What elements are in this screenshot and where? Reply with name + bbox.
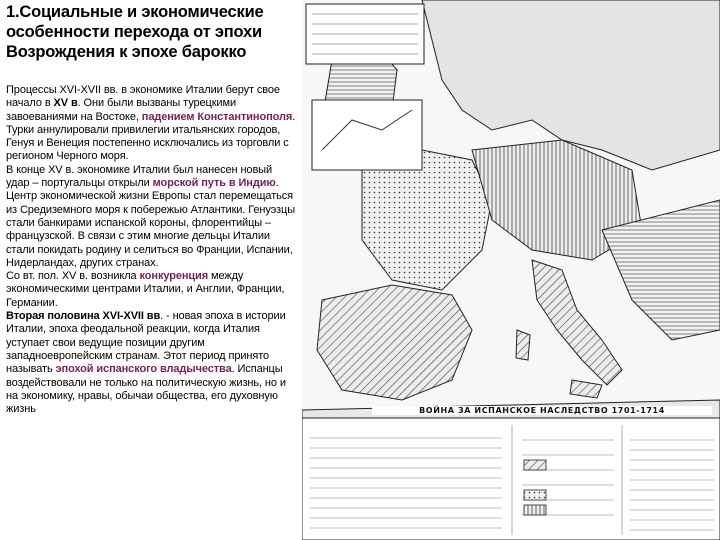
highlighted-term: конкуренция bbox=[139, 270, 209, 283]
bold-term: XV в bbox=[53, 97, 78, 110]
text-run: . - новая эпоха в истории Италии, эпоха феодальной реакции, когда Италия уступает свои ведущие позиции другим западноевропейским странам. Этот период принято называть bbox=[6, 310, 286, 376]
highlighted-term: падением Константинополя bbox=[141, 110, 293, 123]
map-caption: ВОЙНА ЗА ИСПАНСКОЕ НАСЛЕДСТВО 1701-1714 bbox=[372, 406, 712, 415]
text-run: . Они были вызваны турецкими завоеваниями на Востоке, bbox=[6, 97, 236, 123]
slide-title: 1.Социальные и экономические особенности перехода от эпохи Возрождения к эпохе барокко bbox=[6, 3, 264, 61]
text-run: . Испанцы воздействовали не только на политическую жизнь, но и на экономику, нравы, обычаи общества, его духовную жизнь bbox=[6, 363, 286, 416]
text-run: . Центр экономической жизни Европы стал перемещаться из Средиземного моря к побережью Атлантики. Генуэзцы стали банкирами испанской короны, флорентийцы – французской. В связи с этим многие дельцы Италии стали покидать родину и селиться во Франции, Испании, Нидерландах, других странах. bbox=[6, 177, 295, 269]
text-column bbox=[6, 2, 298, 538]
body-text bbox=[6, 84, 298, 416]
paragraph bbox=[6, 164, 298, 270]
paragraph bbox=[6, 310, 298, 416]
map-image bbox=[302, 0, 720, 540]
bold-term: Вторая половина XVI-XVII вв bbox=[6, 310, 161, 323]
text-run: Процессы XVI-XVII вв. в экономике Италии берут свое начало в bbox=[6, 84, 280, 110]
paragraph bbox=[6, 84, 298, 164]
text-run: В конце XV в. экономике Италии был нанесен новый удар – португальцы открыли bbox=[6, 163, 273, 190]
highlighted-term: морской путь в Индию bbox=[152, 177, 276, 190]
paragraph bbox=[6, 270, 298, 310]
historical-map bbox=[302, 0, 720, 540]
text-run: . Турки аннулировали привилегии итальянских городов, Генуя и Венеция постепенно исключались из торговли с регионом Черного моря. bbox=[6, 110, 296, 163]
highlighted-term: эпохой испанского владычества bbox=[55, 363, 232, 376]
text-run: Со вт. пол. XV в. возникла bbox=[6, 270, 140, 283]
text-run: между экономическими центрами Италии, и Англии, Франции, Германии. bbox=[6, 270, 285, 309]
